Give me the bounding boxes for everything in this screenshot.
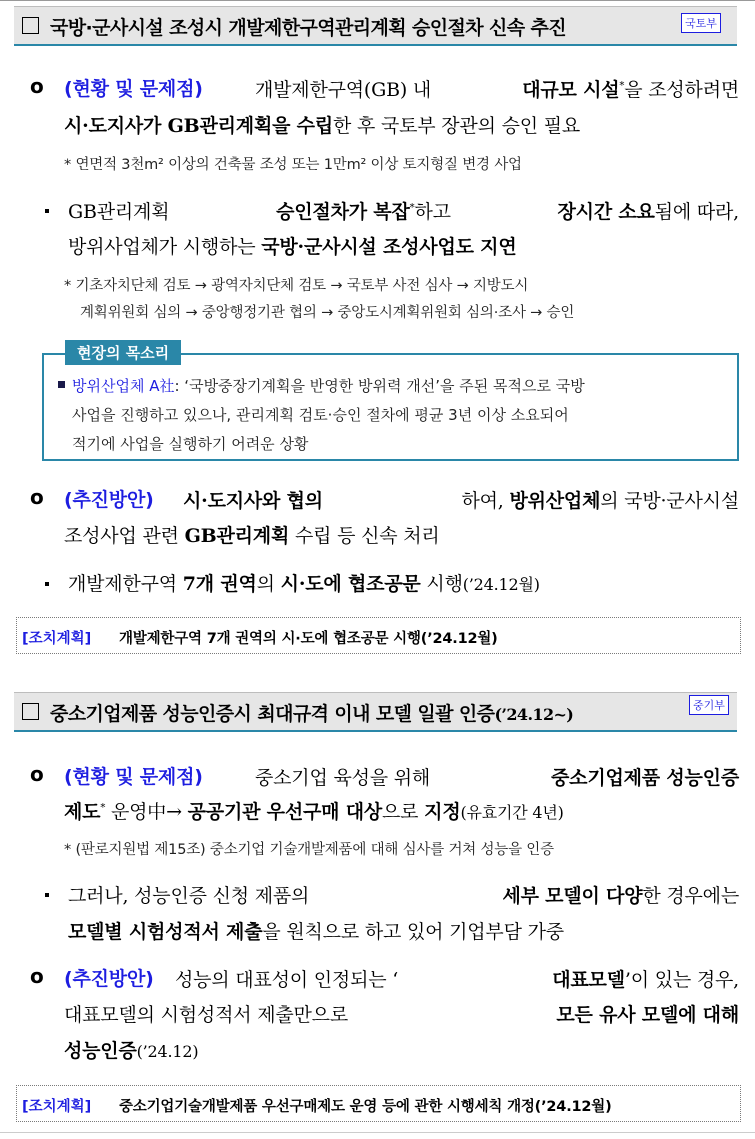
text-run: 그러나, 성능인증 신청 제품의 (68, 885, 310, 907)
field-voice-title: 현장의 목소리 (65, 340, 181, 365)
text-run: 제도 (64, 801, 101, 823)
plan-label: (추진방안) (64, 968, 154, 990)
field-voice-line-3: 적기에 사업을 실행하기 어려운 상황 (72, 435, 309, 453)
status-line-2 (64, 797, 564, 824)
text-run: 조성사업 관련 (64, 525, 185, 547)
text-run: 공공기관 우선구매 대상 (187, 801, 383, 823)
text-run: 개발제한구역 (68, 573, 183, 595)
action-plan-text: 개발제한구역 7개 권역의 시·도에 협조공문 시행(’24.12월) (119, 631, 498, 647)
text-run: 을 원칙으로 하고 있어 기업부담 가중 (262, 921, 564, 943)
sub-line-1 (68, 197, 739, 224)
circle-bullet-icon: o (30, 762, 44, 786)
status-label: (현황 및 문제점) (64, 766, 203, 788)
text-run: 시행 (420, 573, 463, 595)
text-run: 모델별 시험성적서 제출 (68, 921, 263, 943)
text-run: 대규모 시설 (522, 79, 620, 101)
text-run: 시·도에 협조공문 (280, 573, 421, 595)
square-bullet-icon (45, 582, 49, 586)
text-run: 승인절차가 복잡 (276, 201, 410, 223)
text-run: 국방·군사시설 조성사업도 지연 (261, 236, 517, 258)
status-line-2 (64, 111, 580, 138)
top-rule (0, 0, 755, 1)
sub-line-3 (68, 569, 540, 596)
bottom-rule (0, 1132, 755, 1133)
plan-line-1 (183, 486, 739, 513)
section-1-title: 국방·군사시설 조성시 개발제한구역관리계획 승인절차 신속 추진 (50, 17, 567, 39)
text-run: 대표모델 (552, 969, 625, 991)
footnote-mark: * (100, 802, 106, 814)
text-run: 한 경우에는 (642, 885, 739, 907)
section-2-title (50, 699, 573, 726)
checkbox-icon (22, 703, 39, 720)
section-1-header (14, 6, 737, 46)
agency-tag: 중기부 (689, 695, 729, 715)
footnote-mark: * (409, 202, 415, 214)
text-run: 장시간 소요 (557, 201, 655, 223)
text-run: GB관리계획 (184, 525, 290, 547)
text-run: 수립 등 신속 처리 (289, 525, 440, 547)
footnote-2-line-2: 계획위원회 심의 → 중앙행정기관 협의 → 중앙도시계획위원회 심의·조사 → 승인 (80, 305, 575, 321)
text-run (522, 75, 739, 102)
action-plan-text: 중소기업기술개발제품 우선구매제도 운영 등에 관한 시행세칙 개정(’24.12월) (119, 1099, 612, 1115)
footnote-1: * 연면적 3천m² 이상의 건축물 조성 또는 1만m² 이상 토지형질 변경 사업 (64, 157, 522, 173)
footnote-1: * (판로지원법 제15조) 중소기업 기술개발제품에 대해 심사를 거쳐 성능을 인증 (64, 842, 554, 858)
text-run: 성능의 대표성이 인정되는 ‘ (175, 969, 399, 991)
text-run: 중소기업제품 성능인증시 최대규격 이내 모델 일괄 인증 (50, 703, 495, 725)
footnote-mark: * (619, 80, 625, 92)
action-plan-label: [조치계획] (22, 1099, 92, 1115)
text-run: 모든 유사 모델에 대해 (556, 1004, 739, 1026)
plan-line-2 (64, 1000, 739, 1027)
circle-bullet-icon: o (30, 964, 44, 988)
text-run (502, 881, 739, 908)
text-run: 을 조성하려면 (624, 79, 739, 101)
text-run: 방위사업체가 시행하는 (68, 236, 262, 258)
text-run: 개발제한구역(GB) 내 (255, 79, 432, 101)
plan-line-1 (175, 965, 739, 992)
text-run: 하여, (461, 490, 510, 512)
status-line-1 (255, 763, 739, 790)
text-run (461, 486, 739, 513)
circle-bullet-icon: o (30, 74, 44, 98)
checkbox-icon (22, 17, 39, 34)
text-run: (’24.12) (136, 1042, 199, 1061)
plan-line-3 (64, 1036, 198, 1063)
status-label: (현황 및 문제점) (64, 78, 203, 100)
text-run: ’이 있는 경우, (624, 969, 739, 991)
text-run: 지정 (424, 801, 461, 823)
text-run: 성능인증 (64, 1040, 137, 1062)
text-run: 대표모델의 시험성적서 제출만으로 (64, 1004, 348, 1026)
text-run: 7개 권역 (182, 573, 257, 595)
text-run: 중소기업 육성을 위해 (255, 767, 431, 789)
text-run: 하고 (414, 201, 451, 223)
text-run: 세부 모델이 다양 (502, 885, 643, 907)
square-bullet-icon (45, 893, 49, 897)
square-bullet-icon (45, 209, 49, 213)
action-plan-box (16, 1085, 741, 1122)
text-run: GB관리계획 (68, 201, 170, 223)
text-run: 시·도지사와 협의 (183, 490, 323, 512)
square-bullet-icon (58, 381, 65, 388)
text-run: 의 국방·군사시설 (600, 490, 739, 512)
text-run: 됨에 따라, (654, 201, 739, 223)
agency-tag: 국토부 (681, 13, 721, 33)
field-voice-line-2: 사업을 진행하고 있으나, 관리계획 검토·승인 절차에 평균 3년 이상 소요되어 (72, 406, 569, 424)
text-run: 으로 (382, 801, 425, 823)
status-line-1 (255, 75, 739, 102)
plan-line-2 (64, 521, 440, 548)
text-run: 중소기업제품 성능인증 (551, 767, 739, 789)
plan-label: (추진방안) (64, 489, 154, 511)
sub-line-1 (68, 881, 739, 908)
text-run (276, 197, 451, 224)
action-plan-box (16, 617, 741, 654)
action-plan-label: [조치계획] (22, 631, 92, 647)
section-2-header (14, 692, 737, 732)
text-run: 운영中→ (105, 801, 188, 823)
text-run: (’24.12월) (462, 575, 540, 594)
text-run: 방위산업체 A社 (72, 377, 175, 395)
title-date: (’24.12~) (494, 705, 574, 724)
text-run (552, 965, 739, 992)
field-voice-line-1 (72, 375, 585, 396)
sub-line-2 (68, 232, 516, 259)
text-run: 의 (256, 573, 281, 595)
text-run (558, 197, 739, 224)
text-run: 방위산업체 (509, 490, 601, 512)
text-run: 시·도지사가 GB관리계획을 수립 (64, 115, 333, 137)
text-run: 한 후 국토부 장관의 승인 필요 (332, 115, 581, 137)
circle-bullet-icon: o (30, 485, 44, 509)
footnote-2-line-1: * 기초자치단체 검토 → 광역자치단체 검토 → 국토부 사전 심사 → 지방도시 (64, 278, 529, 294)
text-run: (유효기간 4년) (460, 803, 564, 822)
sub-line-2 (68, 917, 564, 944)
text-run: : ‘국방중장기계획을 반영한 방위력 개선’을 주된 목적으로 국방 (174, 377, 585, 395)
